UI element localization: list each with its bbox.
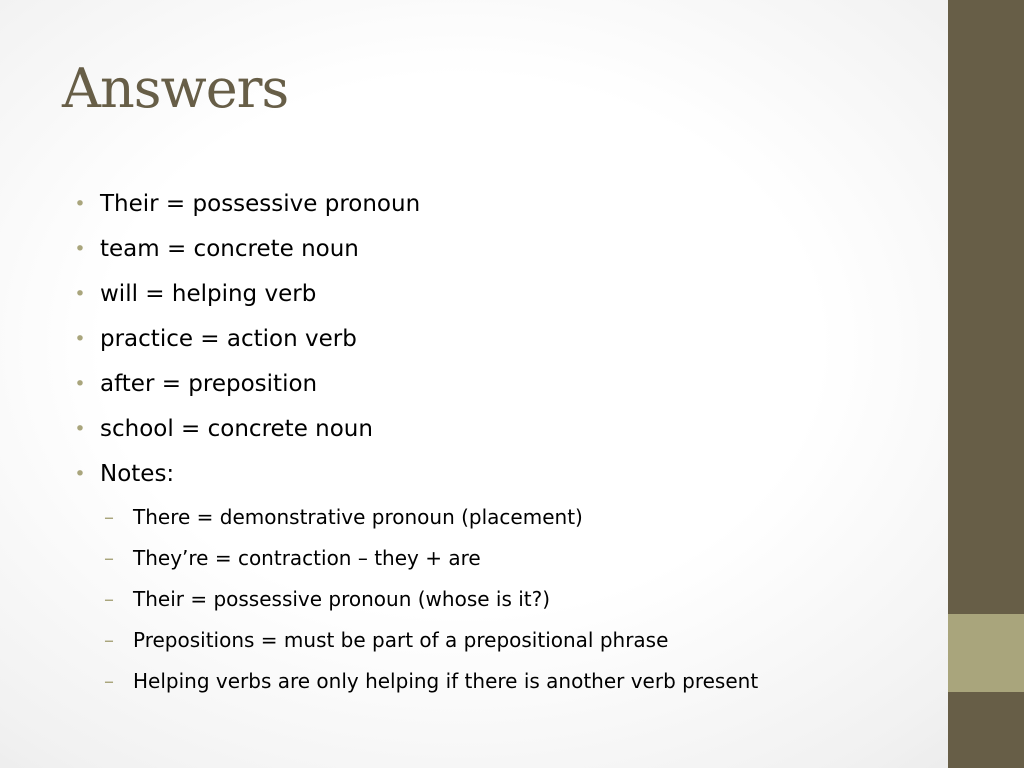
bullet-marker: • <box>74 463 86 485</box>
sub-bullet-item <box>104 583 758 624</box>
bullet-text: team = concrete noun <box>100 236 359 262</box>
bullet-text: after = preposition <box>100 371 318 397</box>
sub-bullet-item <box>104 665 758 706</box>
sub-bullet-list <box>104 501 758 706</box>
bullet-list <box>72 186 420 501</box>
sub-bullet-marker: – <box>104 546 114 570</box>
bullet-marker: • <box>74 238 86 260</box>
sub-bullet-marker: – <box>104 587 114 611</box>
bullet-item <box>72 321 420 366</box>
sub-bullet-marker: – <box>104 669 114 693</box>
bullet-item <box>72 276 420 321</box>
slide-title: Answers <box>62 57 289 120</box>
bullet-item <box>72 456 420 501</box>
bullet-text: school = concrete noun <box>100 416 373 442</box>
sub-bullet-item <box>104 501 758 542</box>
bullet-marker: • <box>74 328 86 350</box>
sub-bullet-item <box>104 624 758 665</box>
sub-bullet-marker: – <box>104 505 114 529</box>
bullet-text: practice = action verb <box>100 326 357 352</box>
bullet-item <box>72 411 420 456</box>
sub-bullet-text: Their = possessive pronoun (whose is it?) <box>133 587 551 611</box>
bullet-text: Their = possessive pronoun <box>100 191 421 217</box>
sub-bullet-item <box>104 542 758 583</box>
sidebar-band <box>948 0 1024 768</box>
bullet-text: Notes: <box>100 461 175 487</box>
sub-bullet-text: They’re = contraction – they + are <box>133 546 481 570</box>
sidebar-accent-block <box>948 614 1024 692</box>
bullet-item <box>72 186 420 231</box>
sub-bullet-text: There = demonstrative pronoun (placement) <box>133 505 583 529</box>
bullet-marker: • <box>74 283 86 305</box>
sub-bullet-marker: – <box>104 628 114 652</box>
bullet-marker: • <box>74 193 86 215</box>
bullet-marker: • <box>74 418 86 440</box>
bullet-text: will = helping verb <box>100 281 317 307</box>
bullet-marker: • <box>74 373 86 395</box>
bullet-item <box>72 366 420 411</box>
sub-bullet-text: Prepositions = must be part of a prepositional phrase <box>133 628 669 652</box>
sub-bullet-text: Helping verbs are only helping if there is another verb present <box>133 669 759 693</box>
bullet-item <box>72 231 420 276</box>
